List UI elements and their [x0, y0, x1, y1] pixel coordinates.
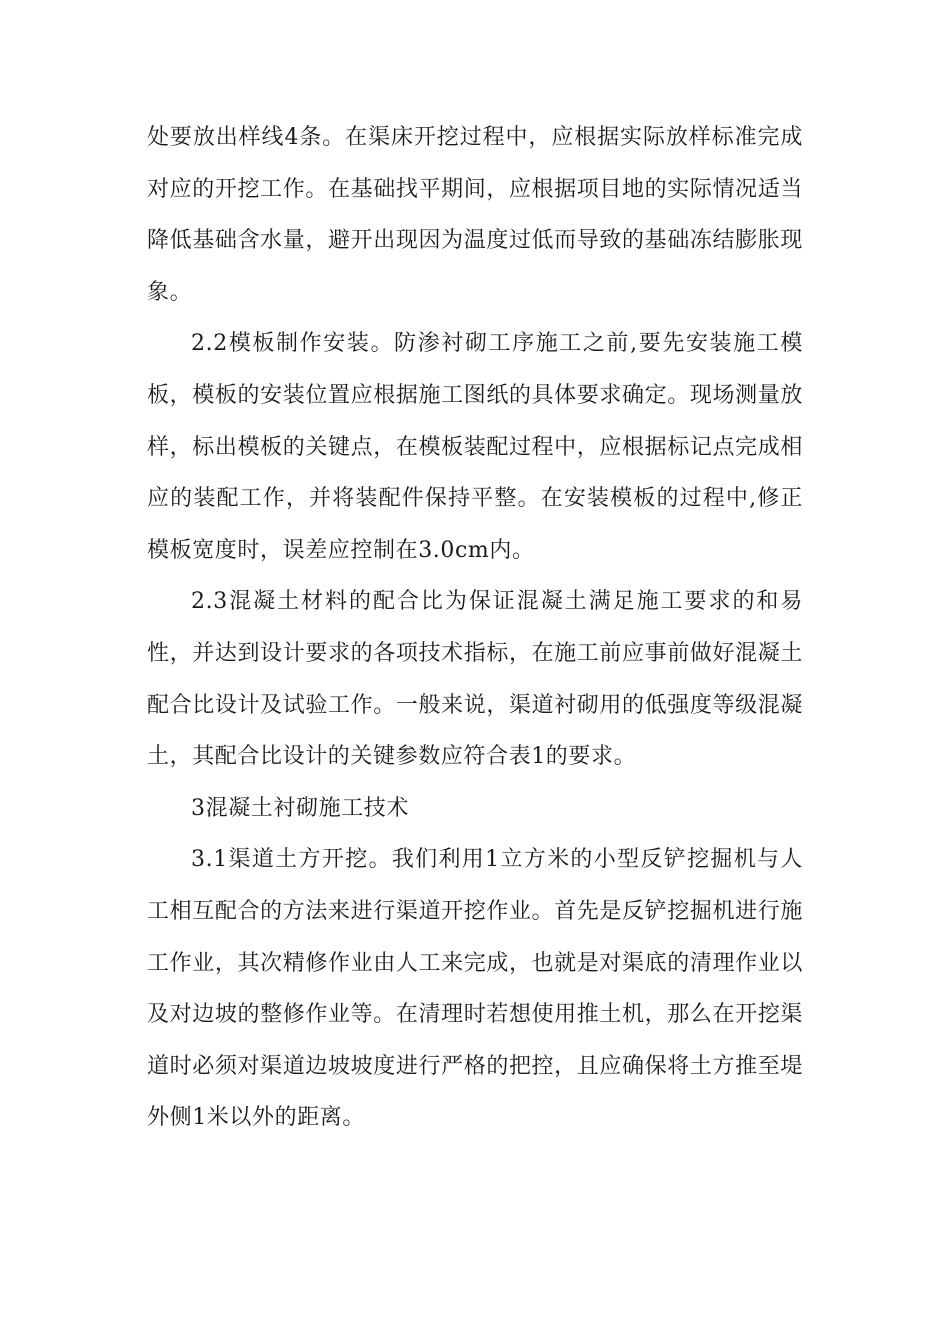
paragraph-2-2-formwork: 2.2模板制作安装。防渗衬砌工序施工之前,要先安装施工模板，模板的安装位置应根据施工图纸的具体要求确定。现场测量放样，标出模板的关键点，在模板装配过程中，应根据标记点完成相应的装配工作，并将装配件保持平整。在安装模板的过程中,修正模板宽度时，误差应控制在3.0cm内。	[147, 331, 803, 563]
document-body	[147, 112, 803, 1144]
section-heading-3: 3混凝土衬砌施工技术	[191, 795, 409, 821]
paragraph-2-3-mix-ratio: 2.3混凝土材料的配合比为保证混凝土满足施工要求的和易性，并达到设计要求的各项技术指标，在施工前应事前做好混凝土配合比设计及试验工作。一般来说，渠道衬砌用的低强度等级混凝土，其配合比设计的关键参数应符合表1的要求。	[147, 589, 803, 770]
paragraph-continued: 处要放出样线4条。在渠床开挖过程中，应根据实际放样标准完成对应的开挖工作。在基础找平期间，应根据项目地的实际情况适当降低基础含水量，避开出现因为温度过低而导致的基础冻结膨胀现象。	[147, 125, 803, 305]
paragraph-3-1-excavation: 3.1渠道土方开挖。我们利用1立方米的小型反铲挖掘机与人工相互配合的方法来进行渠道开挖作业。首先是反铲挖掘机进行施工作业，其次精修作业由人工来完成，也就是对渠底的清理作业以及对边坡的整修作业等。在清理时若想使用推土机，那么在开挖渠道时必须对渠道边坡坡度进行严格的把控，且应确保将土方推至堤外侧1米以外的距离。	[147, 847, 803, 1131]
